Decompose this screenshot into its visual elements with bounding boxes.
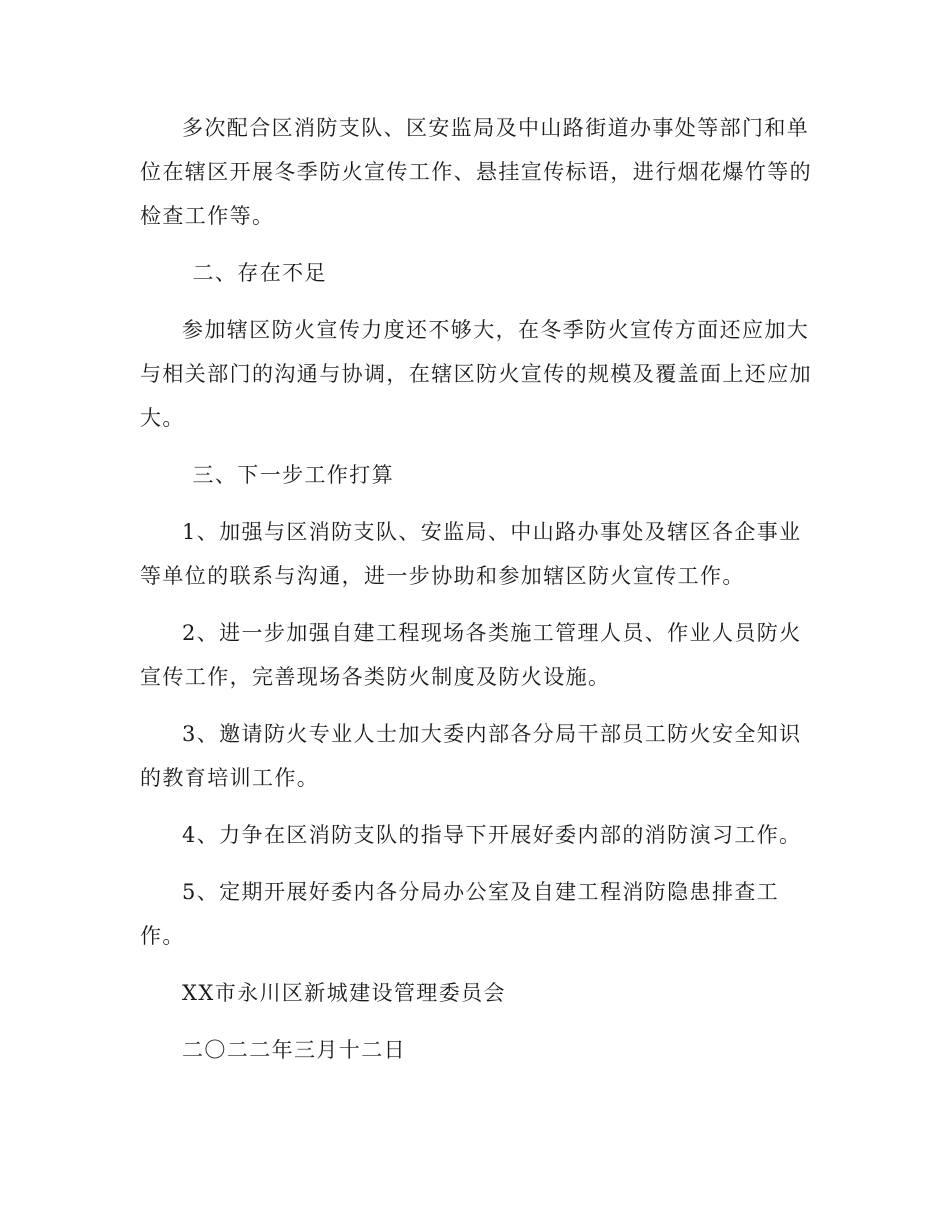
shortcomings-paragraph: 参加辖区防火宣传力度还不够大，在冬季防火宣传方面还应加大与相关部门的沟通与协调，在辖区防火宣传的规模及覆盖面上还应加大。 <box>140 318 812 430</box>
plan-item-1: 1、加强与区消防支队、安监局、中山路办事处及辖区各企事业等单位的联系与沟通，进一步协助和参加辖区防火宣传工作。 <box>140 520 802 588</box>
section-heading-shortcomings: 二、存在不足 <box>192 261 327 285</box>
section-heading-next-steps: 三、下一步工作打算 <box>192 463 395 487</box>
plan-item-4: 4、力争在区消防支队的指导下开展好委内部的消防演习工作。 <box>182 823 802 847</box>
plan-item-5: 5、定期开展好委内各分局办公室及自建工程消防隐患排查工作。 <box>140 880 780 948</box>
plan-item-3: 3、邀请防火专业人士加大委内部各分局干部员工防火安全知识的教育培训工作。 <box>140 722 802 790</box>
intro-paragraph: 多次配合区消防支队、区安监局及中山路街道办事处等部门和单位在辖区开展冬季防火宣传工作、悬挂宣传标语，进行烟花爆竹等的检查工作等。 <box>140 116 812 228</box>
signature-date: 二〇二二年三月十二日 <box>182 1038 406 1062</box>
signature-organization: XX市永川区新城建设管理委员会 <box>182 981 506 1005</box>
plan-item-2: 2、进一步加强自建工程现场各类施工管理人员、作业人员防火宣传工作，完善现场各类防火制度及防火设施。 <box>140 621 802 689</box>
document-body <box>140 106 812 1085</box>
